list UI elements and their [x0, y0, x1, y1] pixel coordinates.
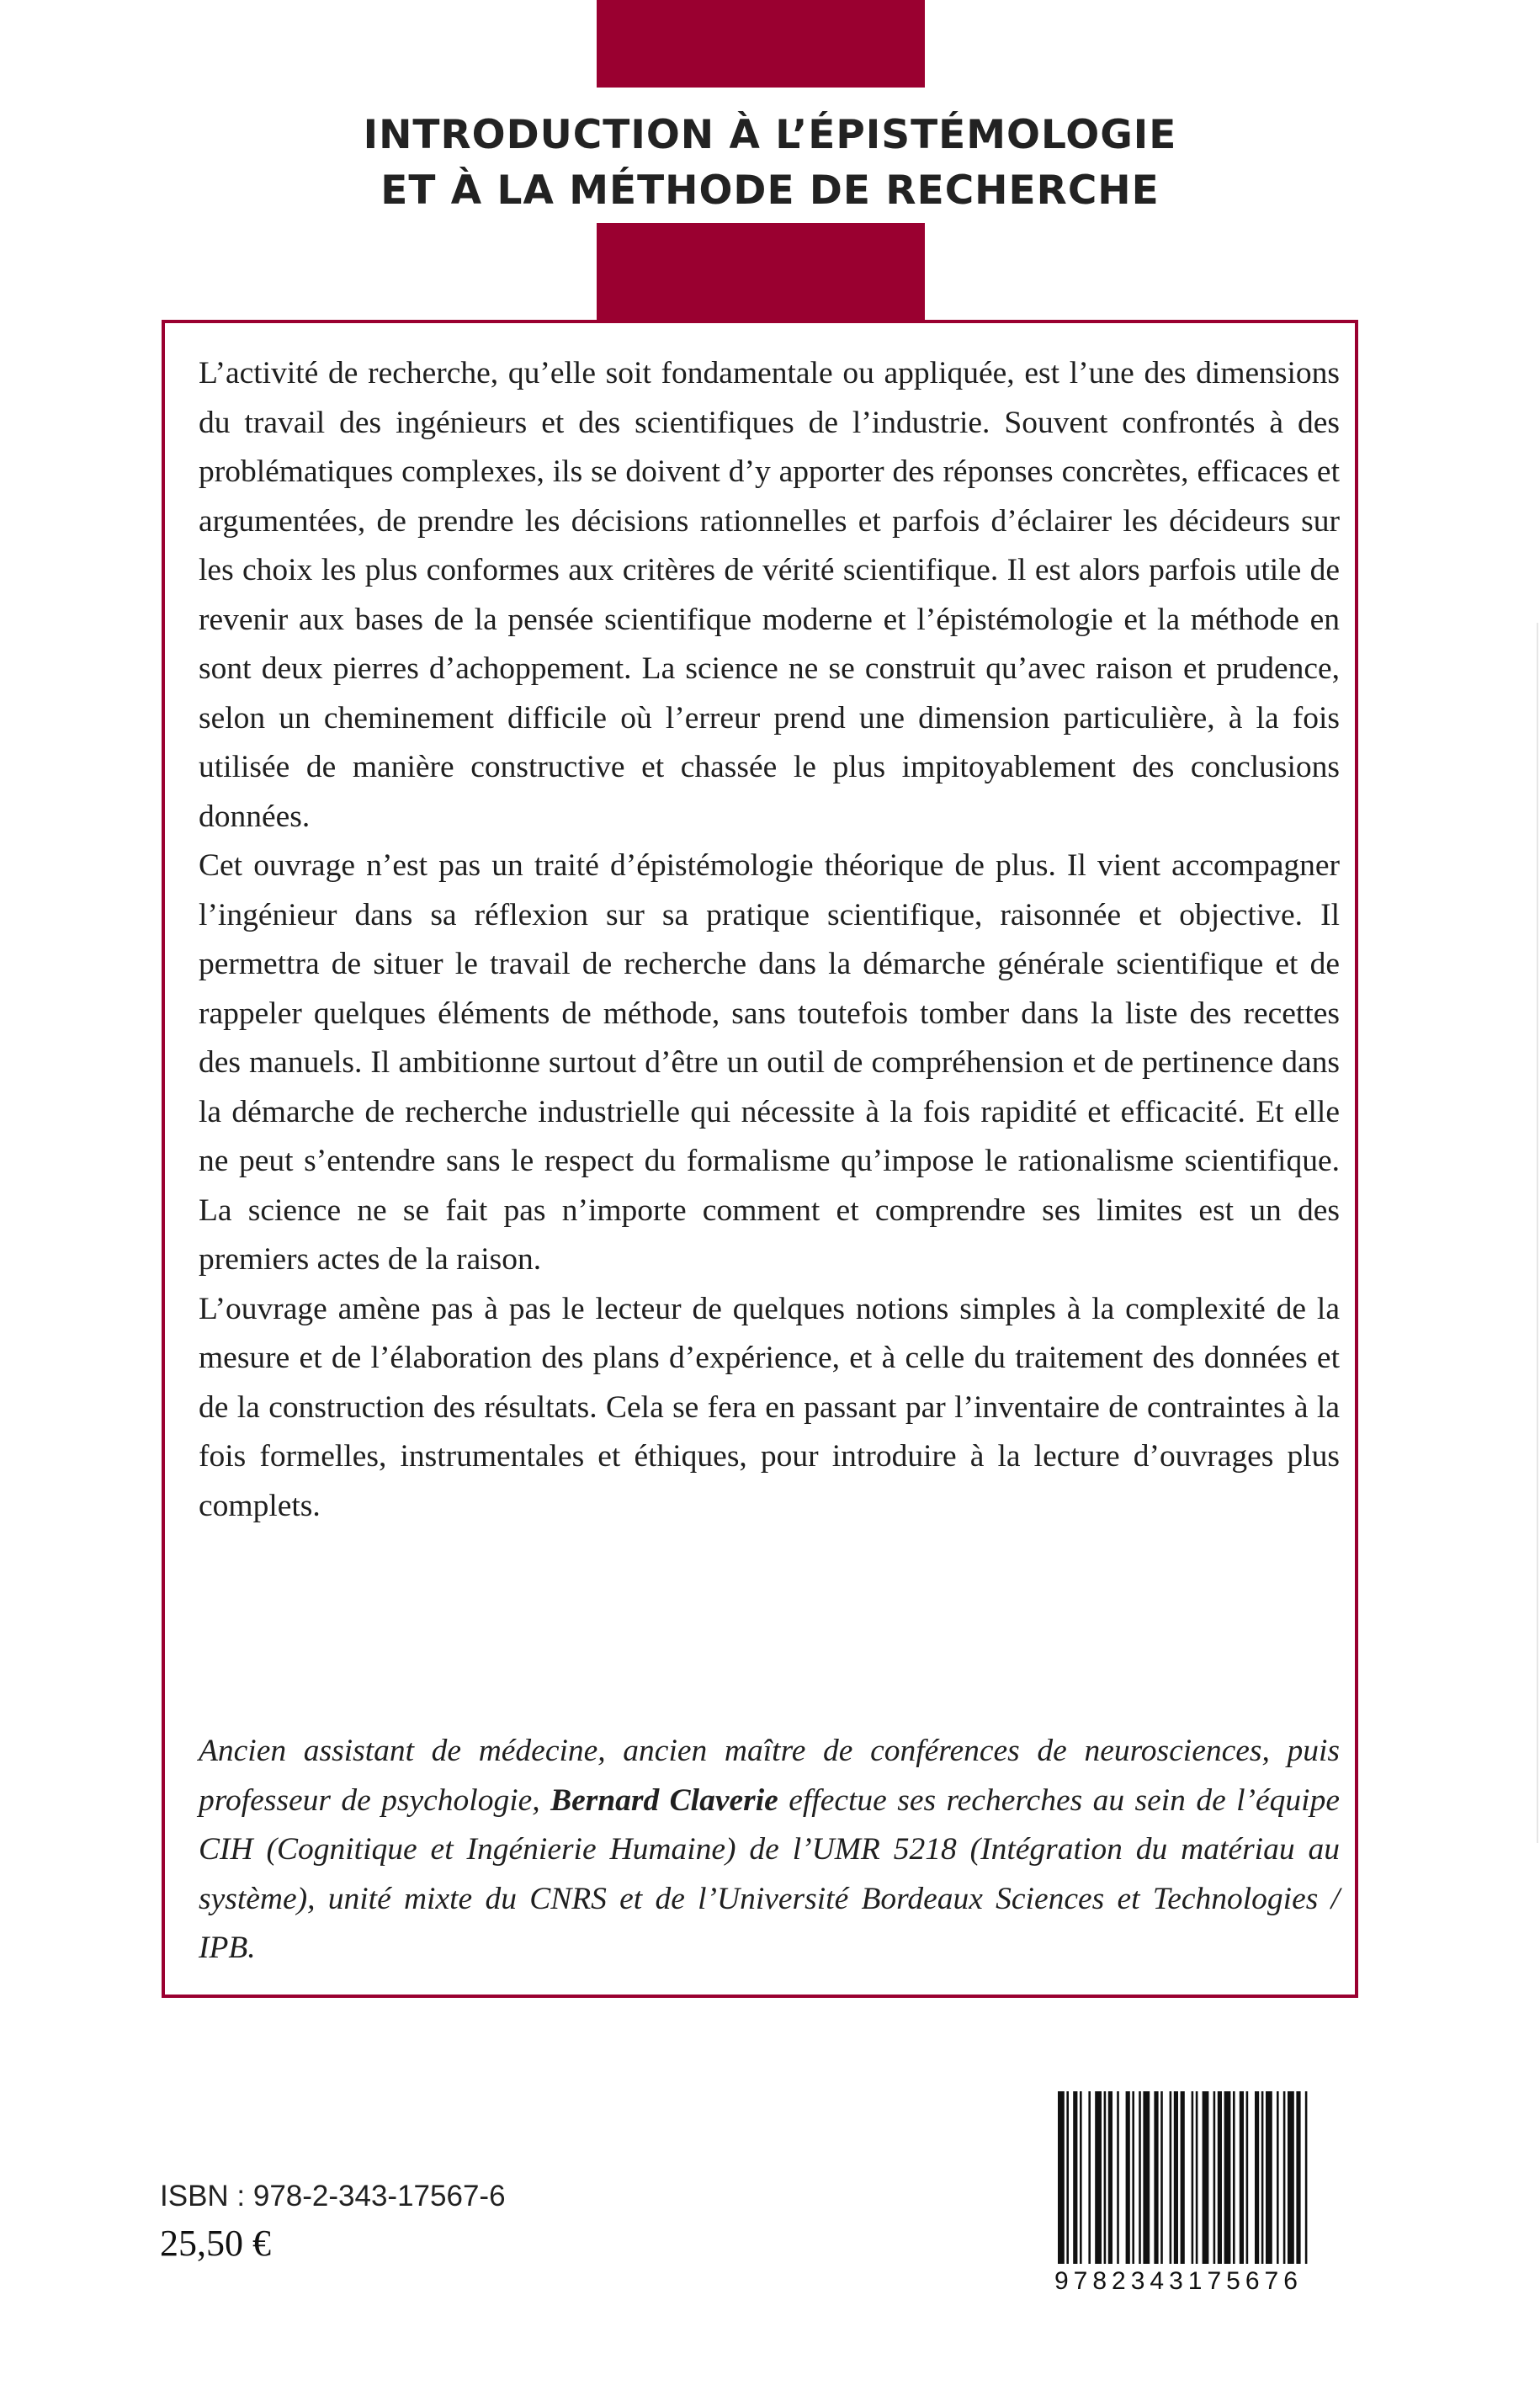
barcode-bar [1066, 2091, 1069, 2264]
barcode-bar [1132, 2091, 1134, 2264]
back-cover-summary [199, 349, 1340, 1531]
barcode-bar [1073, 2091, 1077, 2264]
author-name: Bernard Claverie [550, 1782, 778, 1818]
barcode-bar [1088, 2091, 1091, 2264]
barcode-bar [1170, 2091, 1172, 2264]
barcode-bar [1196, 2091, 1198, 2264]
barcode-bar [1296, 2091, 1300, 2264]
barcode-bar [1240, 2091, 1244, 2264]
barcode-bar [1261, 2091, 1264, 2264]
barcode-bar [1126, 2091, 1130, 2264]
barcode-bar [1266, 2091, 1272, 2264]
barcode-bar [1080, 2091, 1082, 2264]
barcode-bar [1305, 2091, 1308, 2264]
bio-intro: Ancien assistant de médecine, ancien maître de conférences de neurosciences, puis professeur de psychologie, [199, 1734, 1340, 1818]
barcode-bar [1117, 2091, 1119, 2264]
barcode-bar [1108, 2091, 1113, 2264]
barcode-bar [1154, 2091, 1158, 2264]
barcode-bar [1224, 2091, 1231, 2264]
barcode [1056, 2091, 1357, 2264]
barcode-bar [1143, 2091, 1150, 2264]
middle-color-band [597, 223, 925, 320]
barcode-bar [1233, 2091, 1235, 2264]
author-bio [199, 1727, 1340, 1973]
title-line-1: INTRODUCTION À L’ÉPISTÉMOLOGIE [363, 112, 1177, 158]
top-color-band [597, 0, 925, 88]
barcode-bar [1203, 2091, 1209, 2264]
price-label: 25,50 € [160, 2223, 271, 2264]
barcode-bar [1288, 2091, 1294, 2264]
barcode-bar [1283, 2091, 1286, 2264]
summary-paragraph-1: L’activité de recherche, qu’elle soit fondamentale ou appliquée, est l’une des dimensions du travail des ingénieurs et des scientifiques de l’industrie. Souvent confrontés à des problématiques complexes, ils se doivent d’y apporter des réponses concrètes, efficaces et argumentées, de prendre les décisions rationnelles et parfois d’éclairer les décideurs sur les choix les plus conformes aux critères de vérité scientifique. Il est alors parfois utile de revenir aux bases de la pensée scientifique moderne et l’épistémologie et la méthode en sont deux pierres d’achoppement. La science ne se construit qu’avec raison et prudence, selon un cheminement difficile où l’erreur prend une dimension particulière, à la fois utilisée de manière constructive et chassée le plus impitoyablement des conclusions données. [199, 356, 1340, 834]
barcode-bar [1174, 2091, 1178, 2264]
barcode-bar [1255, 2091, 1259, 2264]
title-line-2: ET À LA MÉTHODE DE RECHERCHE [380, 167, 1160, 214]
barcode-bar [1095, 2091, 1102, 2264]
barcode-bar [1218, 2091, 1222, 2264]
book-title [0, 108, 1540, 219]
summary-paragraph-3: L’ouvrage amène pas à pas le lecteur de quelques notions simples à la complexité de la mesure et de l’élaboration des plans d’expérience, et à celle du traitement des données et de la construction des résultats. Cela se fera en passant par l’inventaire de contraintes à la fois formelles, instrumentales et éthiques, pour introduire à la lecture d’ouvrages plus complets. [199, 1291, 1340, 1523]
barcode-bar [1192, 2091, 1194, 2264]
barcode-bar [1213, 2091, 1216, 2264]
barcode-bar [1139, 2091, 1141, 2264]
summary-paragraph-2: Cet ouvrage n’est pas un traité d’épistémologie théorique de plus. Il vient accompagner l’ingénieur dans sa réflexion sur sa pratique scientifique, raisonnée et objective. Il permettra de situer le travail de recherche dans la démarche générale scientifique et de rappeler quelques éléments de méthode, sans toutefois tomber dans la liste des recettes des manuels. Il ambitionne surtout d’être un outil de compréhension et de pertinence dans la démarche de recherche industrielle qui nécessite à la fois rapidité et efficacité. Et elle ne peut s’entendre sans le respect du formalisme qu’impose le rationalisme scientifique. La science ne se fait pas n’importe comment et comprendre ses limites est un des premiers actes de la raison. [199, 848, 1340, 1277]
bio-rest: effectue ses recherches au sein de l’équipe CIH (Cognitique et Ingénierie Humaine) de l’UMR 5218 (Intégration du matériau au système), unité mixte du CNRS et de l’Université Bordeaux Sciences et Technologies / IPB. [199, 1782, 1340, 1965]
barcode-bar [1277, 2091, 1279, 2264]
edge-line [1537, 623, 1538, 1843]
barcode-bar [1246, 2091, 1249, 2264]
barcode-bar [1058, 2091, 1065, 2264]
barcode-digits: 9782343175676 [1054, 2267, 1303, 2295]
barcode-bars [1056, 2091, 1357, 2264]
barcode-bar [1160, 2091, 1163, 2264]
isbn-label: ISBN : 978-2-343-17567-6 [160, 2180, 506, 2212]
barcode-bar [1181, 2091, 1185, 2264]
barcode-bar [1104, 2091, 1107, 2264]
